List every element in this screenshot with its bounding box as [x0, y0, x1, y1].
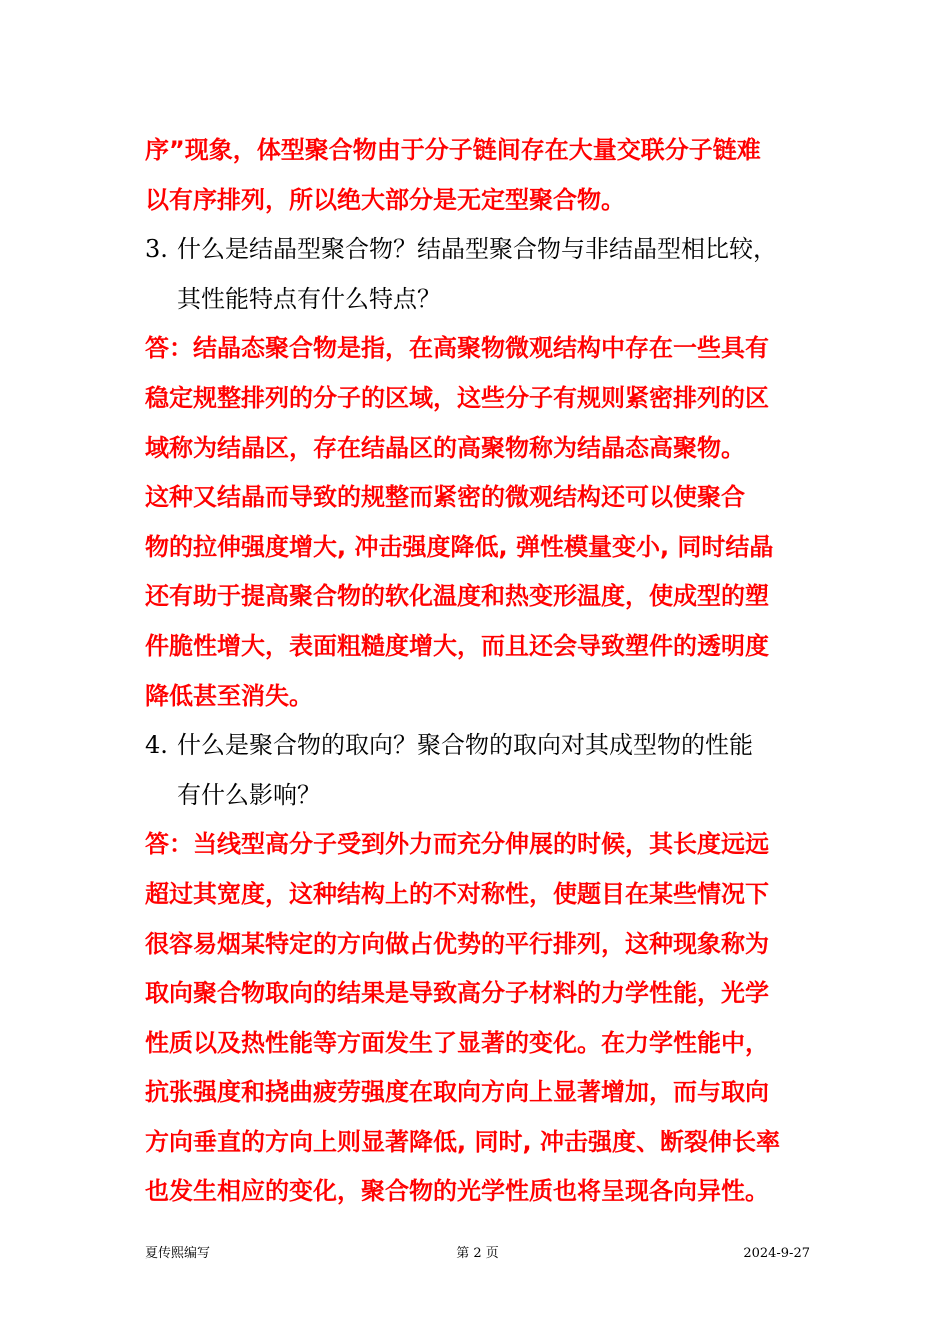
question-4-line — [145, 721, 810, 771]
question-number: 4. — [145, 731, 168, 760]
answer-line: 性质以及热性能等方面发生了显著的变化。在力学性能中， — [145, 1028, 769, 1057]
page-body — [145, 126, 810, 1217]
question-text: 什么是聚合物的取向？聚合物的取向对其成型物的性能 — [177, 731, 753, 760]
footer-author: 夏传熙编写 — [145, 1246, 211, 1261]
footer-date: 2024-9-27 — [743, 1246, 810, 1261]
question-4-continuation: 有什么影响？ — [177, 780, 321, 809]
answer-line: 稳定规整排列的分子的区域，这些分子有规则紧密排列的区 — [145, 383, 769, 412]
answer-line: 物的拉伸强度增大, 冲击强度降低, 弹性模量变小, 同时结晶 — [145, 532, 774, 561]
question-3-line — [145, 225, 810, 275]
answer-line: 件脆性增大，表面粗糙度增大，而且还会导致塑件的透明度 — [145, 631, 769, 660]
question-text: 什么是结晶型聚合物？结晶型聚合物与非结晶型相比较， — [177, 235, 777, 264]
answer-line: 降低甚至消失。 — [145, 681, 313, 710]
answer-line: 很容易烟某特定的方向做占优势的平行排列，这种现象称为 — [145, 929, 769, 958]
answer-line: 还有助于提高聚合物的软化温度和热变形温度，使成型的塑 — [145, 582, 769, 611]
answer-line: 方向垂直的方向上则显著降低, 同时, 冲击强度、断裂伸长率 — [145, 1127, 780, 1156]
question-3-continuation: 其性能特点有什么特点？ — [177, 284, 441, 313]
footer-page-number: 第 2 页 — [456, 1246, 499, 1261]
answer-line: 也发生相应的变化，聚合物的光学性质也将呈现各向异性。 — [145, 1177, 769, 1206]
answer-line: 序”现象，体型聚合物由于分子链间存在大量交联分子链难 — [145, 136, 761, 164]
page-footer — [145, 1244, 810, 1264]
answer-line: 以有序排列，所以绝大部分是无定型聚合物。 — [145, 185, 625, 214]
question-number: 3. — [145, 235, 168, 264]
answer-line: 答：结晶态聚合物是指，在高聚物微观结构中存在一些具有 — [145, 334, 769, 363]
answer-line: 取向聚合物取向的结果是导致高分子材料的力学性能，光学 — [145, 979, 769, 1008]
answer-line: 域称为结晶区，存在结晶区的高聚物称为结晶态高聚物。 — [145, 433, 745, 462]
answer-line: 抗张强度和挠曲疲劳强度在取向方向上显著增加，而与取向 — [145, 1078, 769, 1107]
answer-line: 这种又结晶而导致的规整而紧密的微观结构还可以使聚合 — [145, 483, 745, 512]
answer-line: 超过其宽度，这种结构上的不对称性，使题目在某些情况下 — [145, 879, 769, 908]
answer-line: 答：当线型高分子受到外力而充分伸展的时候，其长度远远 — [145, 830, 769, 859]
